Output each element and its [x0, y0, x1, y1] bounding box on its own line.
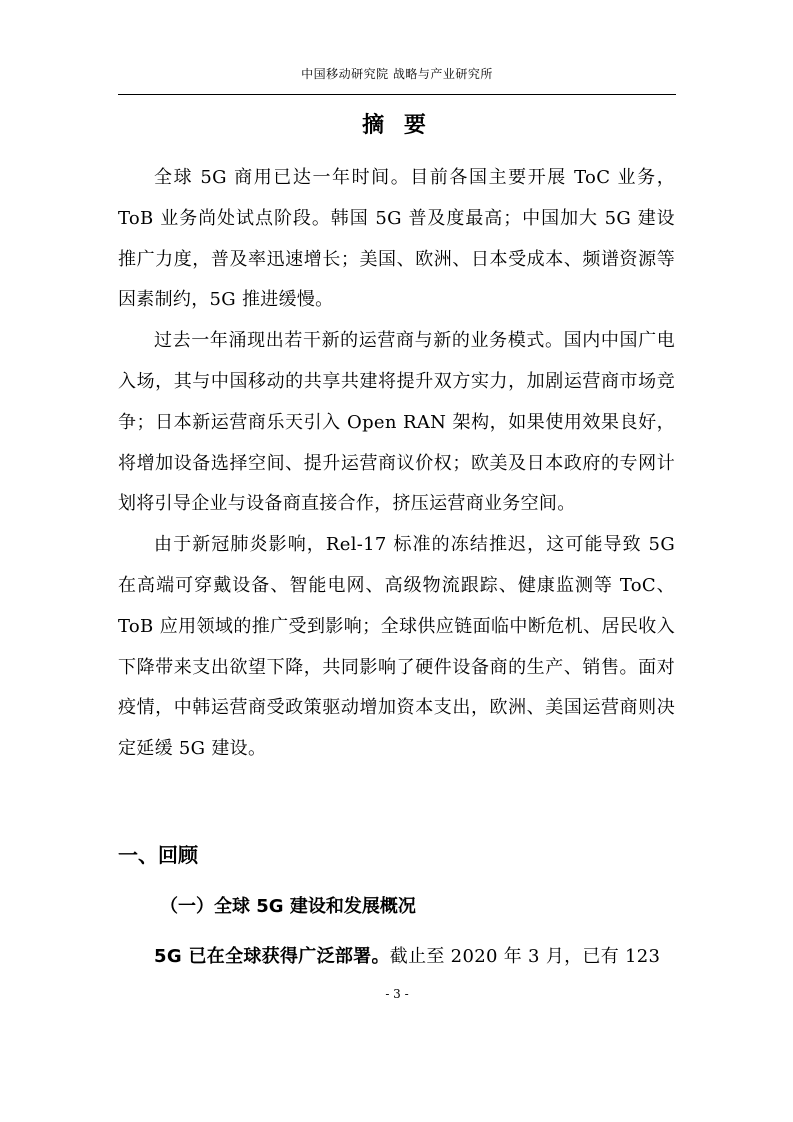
page-number: - 3 -: [385, 987, 409, 1001]
abstract-paragraph-1: 全球 5G 商用已达一年时间。目前各国主要开展 ToC 业务，ToB 业务尚处试点阶段。韩国 5G 普及度最高；中国加大 5G 建设推广力度，普及率迅速增长；美国、欧洲、日本受成本、频谱资源等因素制约，5G 推进缓慢。: [118, 167, 675, 311]
paragraph-text: 截止至 2020 年 3 月，已有 123: [389, 946, 661, 967]
section-paragraph: [118, 937, 675, 977]
abstract-title: 摘 要: [362, 113, 432, 138]
abstract-body: [118, 158, 675, 770]
section-heading: 一、回顾: [118, 843, 198, 867]
subsection-heading: （一）全球 5G 建设和发展概况: [160, 896, 416, 917]
abstract-paragraph-3: 由于新冠肺炎影响，Rel-17 标准的冻结推迟，这可能导致 5G 在高端可穿戴设备、智能电网、高级物流跟踪、健康监测等 ToC、ToB 应用领域的推广受到影响；全球供应链面临中断危机、居民收入下降带来支出欲望下降，共同影响了硬件设备商的生产、销售。面对疫情，中韩运营商受政策驱动增加资本支出，欧洲、美国运营商则决定延缓 5G 建设。: [118, 534, 675, 760]
running-header: 中国移动研究院 战略与产业研究所: [301, 67, 493, 81]
paragraph-lead-bold: 5G 已在全球获得广泛部署。: [154, 946, 390, 967]
abstract-paragraph-2: 过去一年涌现出若干新的运营商与新的业务模式。国内中国广电入场，其与中国移动的共享共建将提升双方实力，加剧运营商市场竞争；日本新运营商乐天引入 Open RAN 架构，如果使用效果良好，将增加设备选择空间、提升运营商议价权；欧美及日本政府的专网计划将引导企业与设备商直接合作，挤压运营商业务空间。: [118, 330, 675, 515]
header-divider: [118, 94, 676, 95]
